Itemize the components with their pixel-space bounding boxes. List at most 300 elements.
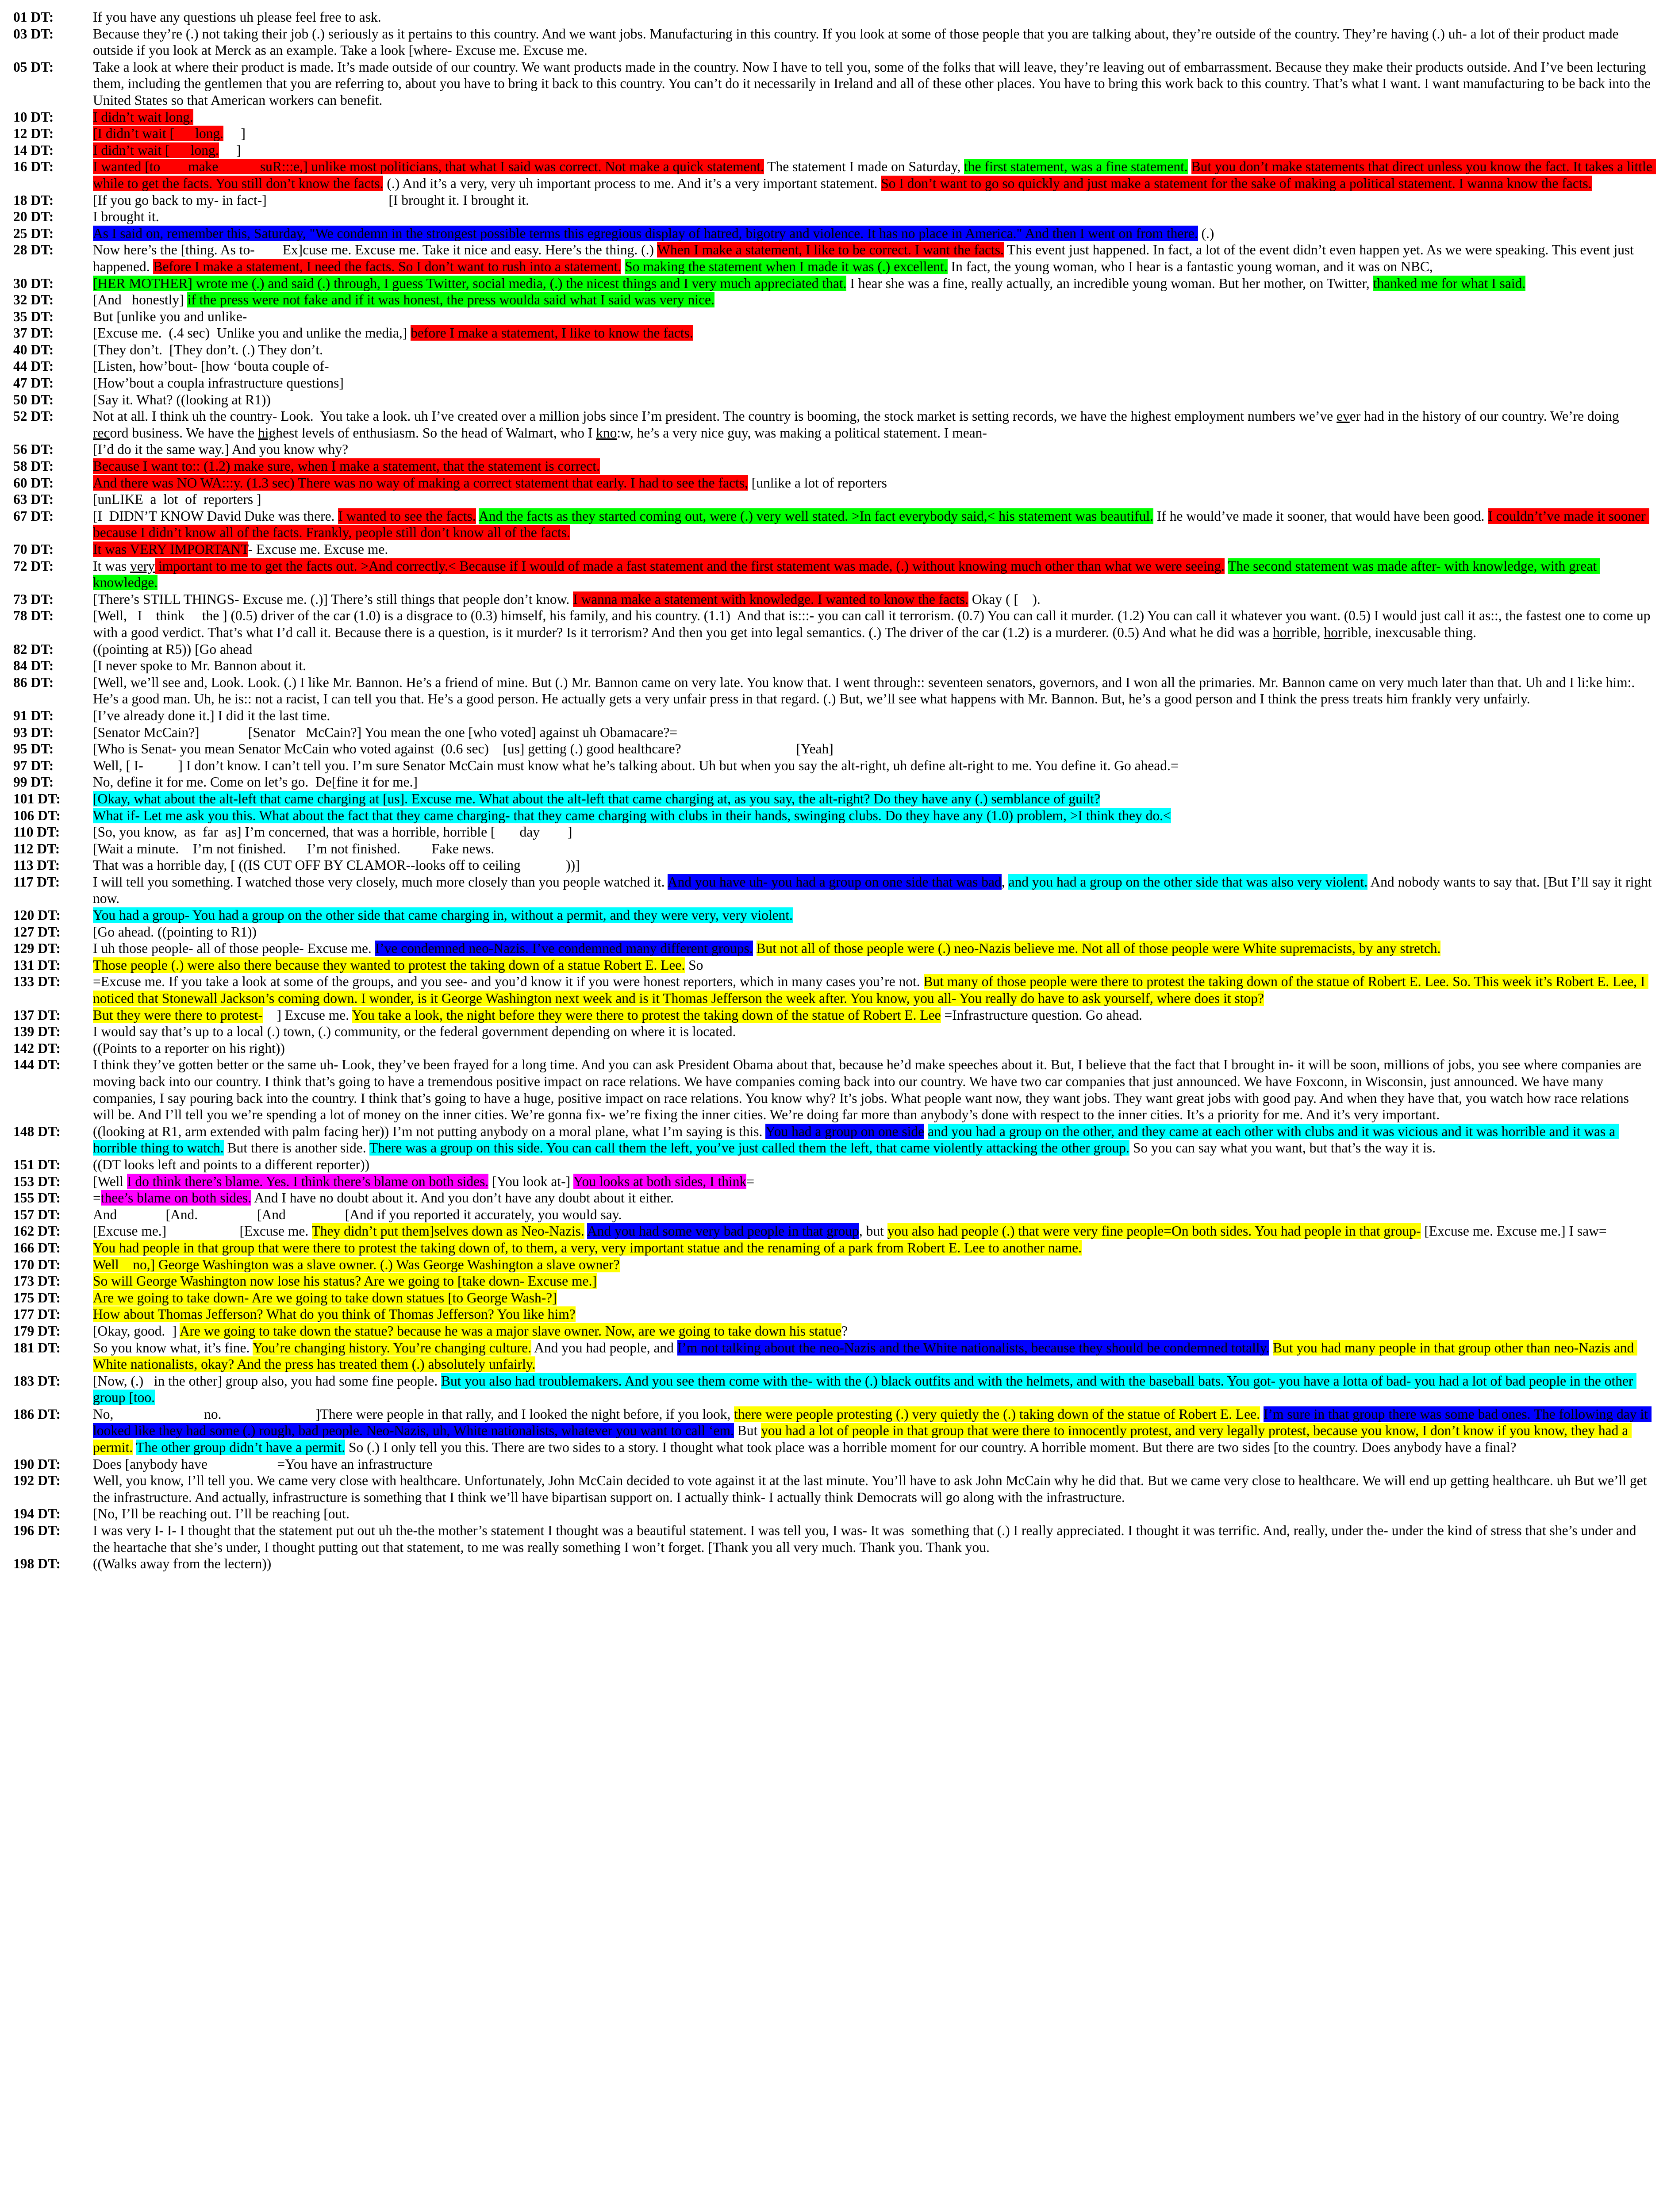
highlighted-segment: Because I want to:: (1.2) make sure, when I make a statement, that the statement is correct. [93, 458, 600, 474]
line-speaker-label: 73 DT: [13, 591, 54, 607]
text-segment: No, define it for me. Come on let’s go. De[fine it for me.] [93, 774, 418, 790]
transcript-line [13, 874, 1654, 907]
text-segment: And I have no doubt about it. And you don’t have any doubt about it either. [251, 1190, 674, 1206]
transcript-line [13, 1340, 1654, 1373]
text-segment: [Excuse me. Excuse me.] I saw= [1421, 1223, 1607, 1239]
highlighted-segment: Those people (.) were also there because they wanted to protest the taking down of a statue Robert E. Lee. [93, 957, 685, 973]
highlighted-segment: thanked me for what I said. [1373, 275, 1526, 291]
text-segment: It was [93, 558, 130, 574]
text-segment: I will tell you something. I watched those very closely, much more closely than you people watched it. [93, 874, 668, 890]
highlighted-segment: What if- Let me ask you this. What about the fact that they came charging- that they came charging with clubs in their hands, swinging clubs. Do they have any (1.0) problem, >I think they do.< [93, 807, 1171, 823]
text-segment: [Go ahead. ((pointing to R1)) [93, 924, 257, 940]
line-speaker-label: 148 DT: [13, 1123, 61, 1139]
line-speaker-label: 166 DT: [13, 1240, 61, 1256]
text-segment [621, 259, 625, 274]
highlighted-segment: I’m not talking about the neo-Nazis and the White nationalists, because they should be condemned totally. [677, 1340, 1270, 1356]
line-speaker-label: 25 DT: [13, 225, 54, 241]
line-text [93, 1123, 1654, 1156]
highlighted-segment: But many of those people were there to protest the taking down of the statue of Robert E. Lee. So. This week it’s Robert E. Lee, I noticed that Stonewall Jackson’s coming down. I wonder, is it George Washington next week and is it Thomas Jefferson the week after. You know, you all- You really do have to ask yourself, where does it stop? [93, 974, 1649, 1006]
line-speaker-label: 82 DT: [13, 641, 54, 657]
line-speaker-label: 142 DT: [13, 1040, 61, 1056]
highlighted-segment: So will George Washington now lose his status? Are we going to [take down- Excuse me.] [93, 1273, 597, 1289]
text-segment: kno [596, 425, 617, 441]
text-segment: But [unlike you and unlike- [93, 308, 247, 324]
highlighted-segment: you had a lot of people in that group that were there to innocently protest, and very legally protest, because you know, I don’t know if you know, they had a permit. [93, 1423, 1632, 1455]
text-segment: ((Walks away from the lectern)) [93, 1556, 272, 1572]
transcript-line [13, 641, 1654, 658]
transcript-line [13, 458, 1654, 475]
line-text [93, 308, 1654, 325]
text-segment: = [746, 1173, 755, 1189]
line-speaker-label: 18 DT: [13, 192, 54, 208]
line-speaker-label: 63 DT: [13, 492, 54, 507]
line-text [93, 242, 1654, 275]
transcript-line [13, 957, 1654, 974]
text-segment: =Infrastructure question. Go ahead. [941, 1007, 1142, 1023]
text-segment: ] [223, 126, 246, 142]
text-segment: ? [841, 1323, 848, 1339]
line-speaker-label: 97 DT: [13, 757, 54, 773]
text-segment: In fact, the young woman, who I hear is a fantastic young woman, and it was on NBC, [947, 258, 1433, 274]
highlighted-segment: You had a group on one side [765, 1123, 925, 1139]
text-segment: [No, I’ll be reaching out. I’ll be reaching [out. [93, 1506, 350, 1522]
line-text [93, 940, 1654, 957]
text-segment: I was very I- I- I thought that the statement put out uh the-the mother’s statement I thought was a beautiful statement. I was tell you, I was- It was something that (.) I really appreciated. I thought it was terrific. And, really, under the- under the kind of stress that she’s under and the heartache that she’s under, I thought putting out that statement, to me was really something I won’t forget. [Thank you all very much. Thank you. Thank you. [93, 1523, 1640, 1555]
line-text [93, 1472, 1654, 1505]
highlighted-segment: But you had many people in that group other than neo-Nazis and White nationalists, okay? And the press has treated them (.) absolutely unfairly. [93, 1340, 1637, 1372]
text-segment: [Say it. What? ((looking at R1)) [93, 392, 271, 407]
highlighted-segment: if the press were not fake and if it was honest, the press woulda said what I said was very nice. [187, 292, 714, 308]
transcript-line [13, 125, 1654, 142]
text-segment: (.) [1198, 225, 1214, 241]
line-speaker-label: 186 DT: [13, 1406, 61, 1422]
highlighted-segment: You take a look, the night before they were there to protest the taking down of the statue of Robert E. Lee [352, 1007, 941, 1023]
transcript-line [13, 192, 1654, 209]
transcript-line [13, 358, 1654, 375]
highlighted-segment: thee’s blame on both sides. [100, 1190, 252, 1206]
line-speaker-label: 30 DT: [13, 275, 54, 291]
text-segment: Okay ( [ ). [968, 591, 1041, 607]
line-text [93, 508, 1654, 541]
line-text [93, 657, 1654, 674]
transcript-line [13, 441, 1654, 458]
text-segment: :w, he’s a very nice guy, was making a political statement. I mean- [617, 425, 987, 441]
line-speaker-label: 28 DT: [13, 242, 54, 258]
line-text [93, 558, 1654, 591]
text-segment: This event just happened. In fact, a lot of the event didn’t even happen yet. As we were speaking. This event just happened. [93, 242, 1637, 274]
text-segment [1269, 1340, 1273, 1356]
line-text [93, 973, 1654, 1006]
line-text [93, 807, 1654, 824]
line-speaker-label: 101 DT: [13, 791, 61, 806]
line-text [93, 59, 1654, 109]
transcript-line [13, 1306, 1654, 1323]
text-segment [1260, 1406, 1264, 1422]
line-speaker-label: 12 DT: [13, 126, 54, 142]
text-segment: So you can say what you want, but that’s the way it is. [1129, 1140, 1436, 1156]
line-text [93, 1190, 1654, 1206]
line-text [93, 907, 1654, 924]
transcript-line [13, 1273, 1654, 1290]
line-text [93, 125, 1654, 142]
highlighted-segment: Are we going to take down- Are we going to take down statues [to George Wash-?] [93, 1290, 557, 1306]
transcript-line [13, 1555, 1654, 1572]
text-segment: And [And. [And [And if you reported it accurately, you would say. [93, 1206, 622, 1222]
line-speaker-label: 129 DT: [13, 941, 61, 956]
transcript-line [13, 1156, 1654, 1173]
transcript-line [13, 1123, 1654, 1156]
text-segment: , but [859, 1223, 887, 1239]
text-segment: [You look at-] [488, 1173, 573, 1189]
transcript-line [13, 591, 1654, 608]
line-text [93, 292, 1654, 308]
transcript-line [13, 1223, 1654, 1240]
line-text [93, 475, 1654, 492]
text-segment: [unLIKE a lot of reporters ] [93, 492, 261, 507]
highlighted-segment: You looks at both sides, I think [573, 1173, 747, 1189]
transcript-line [13, 774, 1654, 791]
transcript-line [13, 924, 1654, 941]
text-segment: ord business. We have the [110, 425, 258, 441]
transcript-line [13, 1472, 1654, 1505]
transcript-line [13, 1406, 1654, 1456]
line-text [93, 1056, 1654, 1123]
transcript-line [13, 275, 1654, 292]
text-segment: - Excuse me. Excuse me. [248, 541, 388, 557]
text-segment [753, 941, 757, 956]
highlighted-segment: you also had people (.) that were very fine people=On both sides. You had people in that group- [887, 1223, 1421, 1239]
line-text [93, 707, 1654, 724]
text-segment: rible, inexcusable thing. [1342, 624, 1476, 640]
line-speaker-label: 170 DT: [13, 1256, 61, 1272]
highlighted-segment: I wanna make a statement with knowledge. I wanted to know the facts. [573, 591, 969, 607]
transcript-line [13, 1173, 1654, 1190]
transcript-line [13, 1023, 1654, 1040]
line-text [93, 1206, 1654, 1223]
line-speaker-label: 47 DT: [13, 375, 54, 391]
highlighted-segment: I’ve condemned neo-Nazis. I’ve condemned many different groups. [375, 941, 753, 956]
text-segment [476, 508, 479, 524]
text-segment: [Well, we’ll see and, Look. Look. (.) I like Mr. Bannon. He’s a friend of mine. But (.) Mr. Bannon came on very late. You know that. I went through:: seventeen senators, governors, and I won all the primaries. Mr. Bannon came on very much later than that. Uh and I li:ke him:. He’s a good man. Uh, he is:: not a racist, I can tell you that. He’s a good person. He actually gets a very unfair press in that regard. (.) But, we’ll see what happens with Mr. Bannon. But, he’s a good person and I think the press treats him frankly very unfairly. [93, 674, 1639, 707]
text-segment [584, 1223, 587, 1239]
highlighted-segment: I do think there’s blame. Yes. I think there’s blame on both sides. [127, 1173, 489, 1189]
transcript-line [13, 940, 1654, 957]
transcript-line [13, 1240, 1654, 1256]
highlighted-segment: and you had a group on the other, and they came at each other with clubs and it was vicious and it was horrible and it was a horrible thing to watch. [93, 1123, 1619, 1156]
line-text [93, 774, 1654, 791]
text-segment: [unlike a lot of reporters [748, 475, 887, 491]
highlighted-segment: The second statement was made after- with knowledge, with great knowledge. [93, 558, 1601, 591]
text-segment: ] [219, 142, 241, 158]
line-speaker-label: 106 DT: [13, 807, 61, 823]
highlighted-segment: I wanted to see the facts. [338, 508, 476, 524]
text-segment: But [734, 1423, 761, 1439]
transcript-line [13, 1206, 1654, 1223]
highlighted-segment: And there was NO WA:::y. (1.3 sec) There was no way of making a correct statement that early. I had to see the facts, [93, 475, 748, 491]
line-speaker-label: 78 DT: [13, 608, 54, 624]
line-text [93, 841, 1654, 857]
highlighted-segment: And the facts as they started coming out, were (.) very well stated. >In fact everybody said,< his statement was beautiful. [478, 508, 1154, 524]
text-segment: ((pointing at R5)) [Go ahead [93, 641, 253, 657]
text-segment: er had in the history of our country. We’re doing [1349, 408, 1623, 424]
line-speaker-label: 144 DT: [13, 1057, 61, 1073]
transcript-line [13, 59, 1654, 109]
line-speaker-label: 162 DT: [13, 1223, 61, 1239]
line-speaker-label: 157 DT: [13, 1206, 61, 1222]
text-segment: , [1001, 874, 1009, 890]
highlighted-segment: There was a group on this side. You can call them the left, you’ve just called them the left, that came violently attacking the other group. [369, 1140, 1129, 1156]
text-segment: rec [93, 425, 110, 441]
highlighted-segment: I couldn’t’ve made it sooner because I didn’t know all of the facts. Frankly, people still don’t know all of the facts. [93, 508, 1649, 541]
line-text [93, 392, 1654, 408]
text-segment: [They don’t. [They don’t. (.) They don’t. [93, 342, 323, 357]
line-speaker-label: 99 DT: [13, 774, 54, 790]
highlighted-segment: The other group didn’t have a permit. [136, 1440, 346, 1455]
text-segment: [Excuse me.] [Excuse me. [93, 1223, 312, 1239]
line-text [93, 1406, 1654, 1456]
transcript-line [13, 1505, 1654, 1522]
text-segment: Not at all. I think uh the country- Look. You take a look. uh I’ve created over a million jobs since I’m president. The country is booming, the stock market is setting records, we have the highest employment numbers we’ve [93, 408, 1337, 424]
text-segment: hig [258, 425, 276, 441]
line-speaker-label: 179 DT: [13, 1323, 61, 1339]
line-text [93, 1323, 1654, 1340]
highlighted-segment: It was VERY IMPORTANT [93, 541, 248, 557]
line-speaker-label: 37 DT: [13, 325, 54, 341]
transcript-line [13, 392, 1654, 408]
text-segment: So [685, 957, 703, 973]
text-segment: And you had people, and [531, 1340, 677, 1356]
transcript-line [13, 1456, 1654, 1473]
transcript-line [13, 242, 1654, 275]
line-speaker-label: 177 DT: [13, 1306, 61, 1322]
highlighted-segment: I didn’t wait [ long. [93, 142, 219, 158]
line-text [93, 591, 1654, 608]
line-speaker-label: 127 DT: [13, 924, 61, 940]
text-segment: Now here’s the [thing. As to- Ex]cuse me. Excuse me. Take it nice and easy. Here’s the thing. (.) [93, 242, 657, 258]
text-segment: Well, you know, I’ll tell you. We came very close with healthcare. Unfortunately, John McCain decided to vote against it at the last minute. You’ll have to ask John McCain why he did that. But we came very close to healthcare. We will end up getting healthcare. uh But we’ll get the infrastructure. And actually, infrastructure is something that I think we’ll have bipartisan support on. I actually think- I actually think Democrats will go along with the infrastructure. [93, 1473, 1651, 1505]
transcript-line [13, 158, 1654, 192]
transcript-line [13, 1040, 1654, 1057]
line-speaker-label: 67 DT: [13, 508, 54, 524]
highlighted-segment: But you also had troublemakers. And you see them come with the- with the (.) black outfits and with the helmets, and with the baseball bats. You got- you have a lotta of bad- you had a lot of bad people in the other group [too. [93, 1373, 1637, 1406]
text-segment: Well, [ I- ] I don’t know. I can’t tell you. I’m sure Senator McCain must know what he’s talking about. Uh but when you say the alt-right, uh define alt-right to me. You define it. Go ahead.= [93, 757, 1179, 773]
line-speaker-label: 60 DT: [13, 475, 54, 491]
text-segment: [How’bout a coupla infrastructure questions] [93, 375, 344, 391]
transcript-line [13, 724, 1654, 741]
transcript-line [13, 674, 1654, 707]
text-segment: [Listen, how’bout- [how ‘bouta couple of- [93, 358, 329, 374]
text-segment: [Senator McCain?] [Senator McCain?] You mean the one [who voted] against uh Obamacare?= [93, 724, 678, 740]
line-speaker-label: 196 DT: [13, 1523, 61, 1539]
line-speaker-label: 117 DT: [13, 874, 60, 890]
line-speaker-label: 86 DT: [13, 674, 54, 690]
highlighted-segment: So making the statement when I made it was (.) excellent. [625, 258, 948, 274]
text-segment: Because they’re (.) not taking their job (.) seriously as it pertains to this country. And we want jobs. Manufacturing in this country. If you look at some of those people that you are talking about, they’re outside of the country. They’re having (.) uh- a lot of their product made outside if you look at Merck as an example. Take a look [where- Excuse me. Excuse me. [93, 26, 1622, 58]
text-segment: The statement I made on Saturday, [764, 159, 964, 175]
text-segment: And nobody wants to say that. [But I’ll say it right now. [93, 874, 1655, 906]
text-segment: But there is another side. [223, 1140, 369, 1156]
highlighted-segment: I didn’t wait long. [93, 109, 193, 125]
line-text [93, 857, 1654, 874]
text-segment: [I’ve already done it.] I did it the last time. [93, 707, 330, 723]
text-segment [924, 1124, 928, 1139]
line-speaker-label: 93 DT: [13, 724, 54, 740]
line-text [93, 541, 1654, 558]
transcript-line [13, 707, 1654, 724]
highlighted-segment: But not all of those people were (.) neo-Nazis believe me. Not all of those people were White supremacists, by any stretch. [756, 941, 1441, 956]
transcript-line [13, 1522, 1654, 1555]
line-speaker-label: 198 DT: [13, 1556, 61, 1572]
highlighted-segment: Are we going to take down the statue? because he was a major slave owner. Now, are we going to take down his statue [179, 1323, 842, 1339]
transcript-line [13, 1190, 1654, 1206]
line-text [93, 1555, 1654, 1572]
transcript-line [13, 791, 1654, 807]
transcript-line [13, 607, 1654, 641]
text-segment: hest levels of enthusiasm. So the head of Walmart, who I [276, 425, 596, 441]
line-text [93, 491, 1654, 508]
line-text [93, 724, 1654, 741]
transcript-line [13, 1290, 1654, 1306]
line-speaker-label: 32 DT: [13, 292, 54, 308]
line-speaker-label: 35 DT: [13, 308, 54, 324]
line-text [93, 957, 1654, 974]
line-speaker-label: 181 DT: [13, 1340, 61, 1356]
line-text [93, 1240, 1654, 1256]
highlighted-segment: You’re changing history. You’re changing culture. [253, 1340, 531, 1356]
line-speaker-label: 153 DT: [13, 1173, 61, 1189]
highlighted-segment: [HER MOTHER] wrote me (.) and said (.) through, I guess Twitter, social media, (.) the nicest things and I very much appreciated that. [93, 275, 847, 291]
highlighted-segment: Before I make a statement, I need the facts. So I don’t want to rush into a statement. [153, 258, 622, 274]
line-text [93, 342, 1654, 358]
line-text [93, 325, 1654, 342]
line-speaker-label: 44 DT: [13, 358, 54, 374]
line-speaker-label: 56 DT: [13, 442, 54, 457]
line-speaker-label: 120 DT: [13, 907, 61, 923]
highlighted-segment: And you have uh- you had a group on one side that was bad [667, 874, 1002, 890]
highlighted-segment: But you don’t make statements that direct unless you know the fact. It takes a little while to get the facts. You still don’t know the facts. [93, 159, 1656, 191]
line-speaker-label: 20 DT: [13, 209, 54, 225]
line-text [93, 375, 1654, 392]
text-segment: [Excuse me. (.4 sec) Unlike you and unlike the media,] [93, 325, 411, 341]
text-segment: [Okay, good. ] [93, 1323, 180, 1339]
text-segment: I hear she was a fine, really actually, an incredible young woman. But her mother, on Twitter, [846, 275, 1373, 291]
line-text [93, 275, 1654, 292]
text-segment: [Well [93, 1173, 127, 1189]
line-speaker-label: 58 DT: [13, 458, 54, 474]
line-speaker-label: 70 DT: [13, 541, 54, 557]
line-speaker-label: 192 DT: [13, 1473, 61, 1489]
text-segment: ((DT looks left and points to a different reporter)) [93, 1156, 370, 1172]
transcript-line [13, 225, 1654, 242]
highlighted-segment: And you had some very bad people in that group [587, 1223, 859, 1239]
highlighted-segment: You had people in that group that were there to protest the taking down of, to them, a very, very important statue and the renaming of a park from Robert E. Lee to another name. [93, 1240, 1082, 1256]
line-text [93, 824, 1654, 841]
transcript-line [13, 408, 1654, 441]
line-text [93, 142, 1654, 159]
text-segment: [I’d do it the same way.] And you know why? [93, 442, 349, 457]
line-text [93, 1290, 1654, 1306]
text-segment: If he would’ve made it sooner, that would have been good. [1153, 508, 1488, 524]
highlighted-segment: When I make a statement, I like to be correct. I want the facts. [657, 242, 1004, 258]
line-text [93, 109, 1654, 126]
line-speaker-label: 110 DT: [13, 824, 60, 840]
text-segment: If you have any questions uh please feel free to ask. [93, 9, 381, 25]
text-segment: Does [anybody have =You have an infrastructure [93, 1456, 433, 1472]
transcript-line [13, 541, 1654, 558]
line-text [93, 924, 1654, 941]
text-segment: [I never spoke to Mr. Bannon about it. [93, 658, 307, 674]
text-segment: [Who is Senat- you mean Senator McCain who voted against (0.6 sec) [us] getting (.) good healthcare? [Yeah] [93, 741, 834, 757]
highlighted-segment: before I make a statement, I like to know the facts. [411, 325, 693, 341]
line-text [93, 458, 1654, 475]
line-speaker-label: 112 DT: [13, 841, 60, 856]
line-text [93, 1306, 1654, 1323]
text-segment: I think they’ve gotten better or the same uh- Look, they’ve been frayed for a long time. And you can ask President Obama about that, because he’d make speeches about it. But, I believe that the fact that I brought in- it will be soon, millions of jobs, you see where companies are moving back into our country. I think that’s going to have a tremendous positive impact on race relations. We have companies coming back into our country. We have two car companies that just announced. We have Foxconn, in Wisconsin, just announced. We have many companies, I say pouring back into the country. I think that’s going to have a huge, positive impact on race relations. You know why? It’s jobs. What people want now, they want jobs. They want great jobs with good pay. And when they have that, you watch how race relations will be. And I’ll tell you we’re spending a lot of money on the inner cities. We’re gonna fix- we’re fixing the inner cities. We’re doing far more than anybody’s done with respect to the inner cities. It’s a priority for me. And it’s very important. [93, 1057, 1645, 1123]
line-speaker-label: 151 DT: [13, 1156, 61, 1172]
line-text [93, 358, 1654, 375]
line-text [93, 1373, 1654, 1406]
text-segment: [If you go back to my- in fact-] [I brought it. I brought it. [93, 192, 529, 208]
line-speaker-label: 16 DT: [13, 159, 54, 175]
transcript-line [13, 824, 1654, 841]
transcript-line [13, 208, 1654, 225]
text-segment: ] Excuse me. [263, 1007, 352, 1023]
line-speaker-label: 05 DT: [13, 59, 54, 75]
line-speaker-label: 194 DT: [13, 1506, 61, 1522]
transcript-line [13, 857, 1654, 874]
transcript-line [13, 475, 1654, 492]
line-text [93, 9, 1654, 26]
highlighted-segment: You had a group- You had a group on the other side that came charging in, without a permit, and they were very, very violent. [93, 907, 793, 923]
line-text [93, 1340, 1654, 1373]
text-segment: [Now, (.) in the other] group also, you had some fine people. [93, 1373, 442, 1389]
text-segment: ((looking at R1, arm extended with palm facing her)) I’m not putting anybody on a moral plane, what I’m saying is this. [93, 1123, 766, 1139]
line-speaker-label: 40 DT: [13, 342, 54, 357]
line-speaker-label: 14 DT: [13, 142, 54, 158]
transcript-line [13, 375, 1654, 392]
line-text [93, 757, 1654, 774]
transcript-line [13, 342, 1654, 358]
line-speaker-label: 03 DT: [13, 26, 54, 42]
line-speaker-label: 50 DT: [13, 392, 54, 407]
transcript-line [13, 508, 1654, 541]
text-segment: ((Points to a reporter on his right)) [93, 1040, 285, 1056]
line-text [93, 1040, 1654, 1057]
highlighted-segment: But they were there to protest- [93, 1007, 263, 1023]
line-speaker-label: 137 DT: [13, 1007, 61, 1023]
text-segment: (.) And it’s a very, very uh important process to me. And it’s a very important statement. [383, 175, 881, 191]
line-speaker-label: 173 DT: [13, 1273, 61, 1289]
line-speaker-label: 52 DT: [13, 408, 54, 424]
text-segment: That was a horrible day, [ ((IS CUT OFF BY CLAMOR--looks off to ceiling ))] [93, 857, 580, 873]
line-speaker-label: 72 DT: [13, 558, 54, 574]
text-segment: Take a look at where their product is made. It’s made outside of our country. We want products made in the country. Now I have to tell you, some of the folks that will leave, they’re leaving out of embarrassment. Because they make their products outside. And I’ve been lecturing them, including the gentlemen that you are referring to, about you have to bring it back to this country. You can’t do it necessarily in Ireland and all of these other places. You have to bring this work back to this country. That’s what I want. I want manufacturing to be back into the United States so that American workers can benefit. [93, 59, 1654, 108]
line-speaker-label: 84 DT: [13, 658, 54, 674]
text-segment: very [130, 558, 155, 574]
line-text [93, 674, 1654, 707]
line-text [93, 1456, 1654, 1473]
transcript-line [13, 292, 1654, 308]
transcript-line [13, 491, 1654, 508]
line-speaker-label: 190 DT: [13, 1456, 61, 1472]
line-speaker-label: 131 DT: [13, 957, 61, 973]
transcript-line [13, 1007, 1654, 1024]
text-segment: No, no. ]There were people in that rally, and I looked the night before, if you look, [93, 1406, 734, 1422]
highlighted-segment: I wanted [to make suR:::e,] unlike most politicians, that what I said was correct. Not make a quick statement. [93, 159, 764, 175]
text-segment: = [93, 1190, 101, 1206]
highlighted-segment: important to me to get the facts out. >And correctly.< Because if I would of made a fast statement and the first statement was made, (.) without knowing much other than what we were seeing. [154, 558, 1225, 574]
transcript-line [13, 26, 1654, 59]
